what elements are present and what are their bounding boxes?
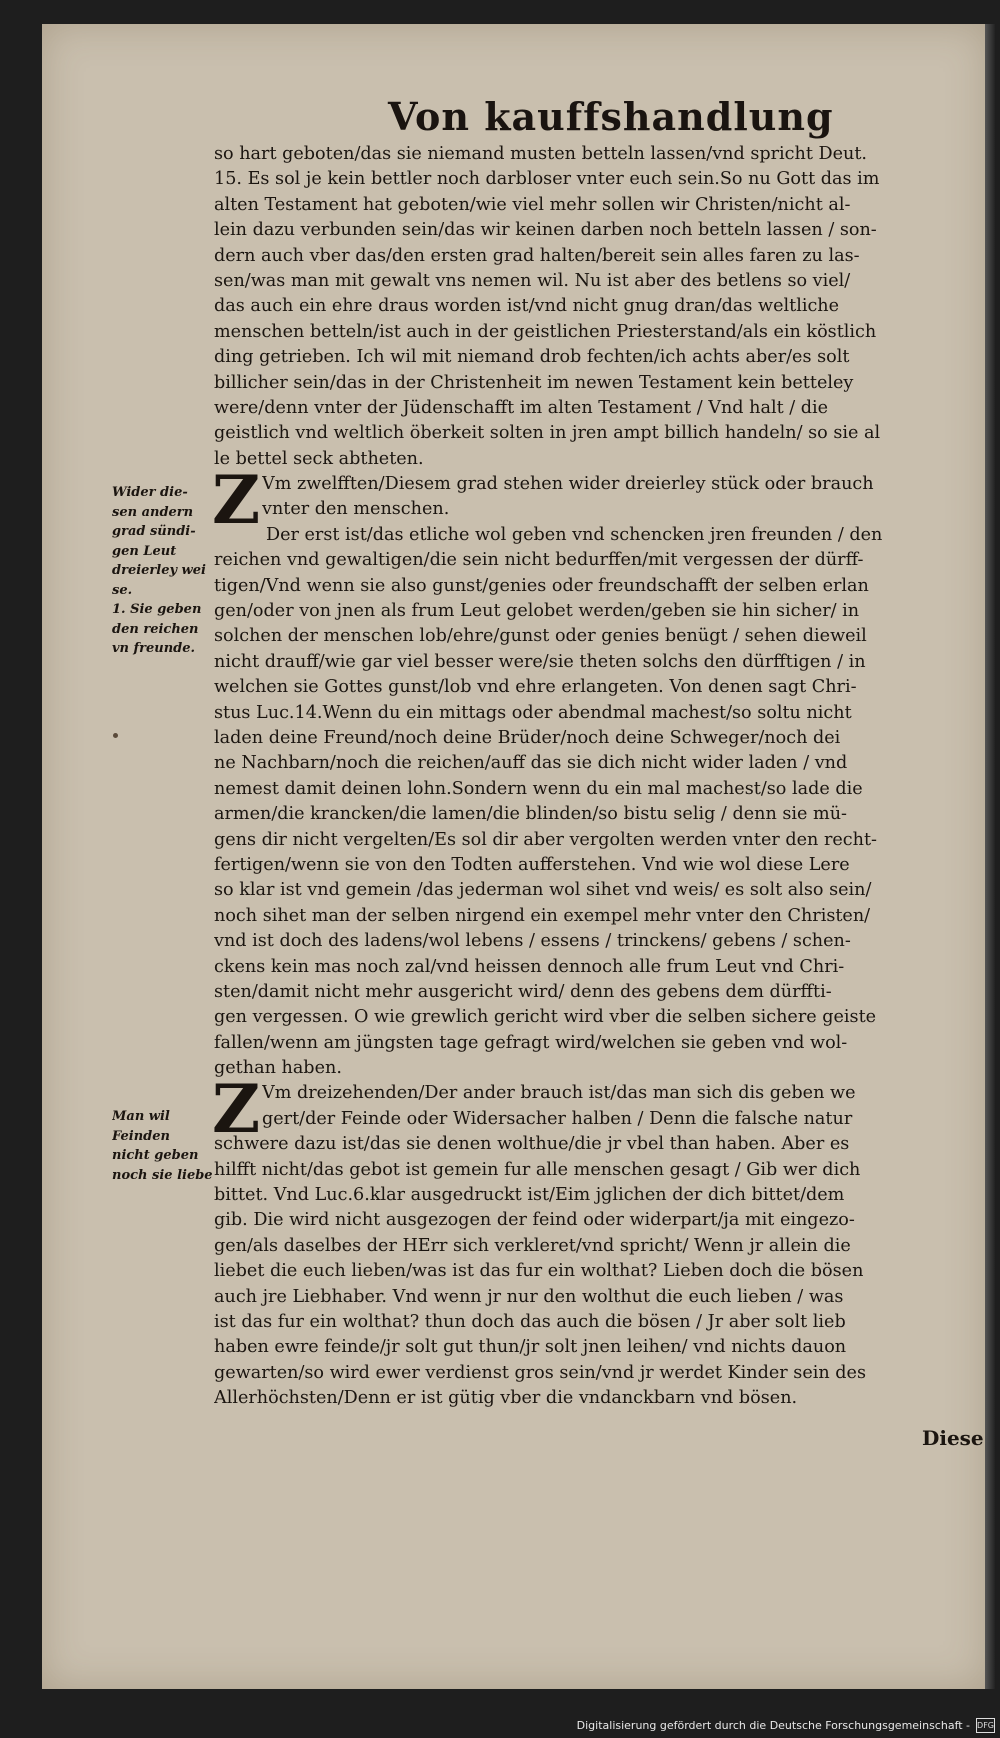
text-line: nemest damit deinen lohn.Sondern wenn du ein mal machest/so lade die [214, 778, 863, 799]
text-line: bittet. Vnd Luc.6.klar ausgedruckt ist/Eim jglichen der dich bittet/dem [214, 1185, 845, 1206]
text-line: reichen vnd gewaltigen/die sein nicht bedurffen/mit vergessen der dürff- [214, 550, 864, 571]
text-line: laden deine Freund/noch deine Brüder/noch deine Schweger/noch dei [214, 727, 841, 748]
text-line: liebet die euch lieben/was ist das fur ein wolthat? Lieben doch die bösen [214, 1261, 864, 1282]
text-line: so hart geboten/das sie niemand musten betteln lassen/vnd spricht Deut. [214, 144, 868, 164]
text-line: billicher sein/das in der Christenheit im newen Testament kein betteley [214, 372, 854, 393]
drop-cap-initial: Z [212, 461, 261, 540]
text-line: den reichen [112, 621, 199, 637]
text-line: so klar ist vnd gemein /das jederman wol sihet vnd weis/ es solt also sein/ [214, 880, 872, 901]
text-line: sen/was man mit gewalt vns nemen wil. Nu ist aber des betlens so viel/ [214, 270, 851, 291]
section-13-opening [214, 1081, 978, 1132]
text-line: solchen der menschen lob/ehre/gunst oder genies benügt / sehen dieweil [214, 626, 867, 647]
section-12 [212, 461, 978, 1081]
text-line: Vm dreizehenden/Der ander brauch ist/das man sich dis geben we [262, 1083, 856, 1104]
text-line: ist das fur ein wolthat? thun doch das auch die bösen / Jr aber solt lieb [214, 1311, 846, 1332]
ink-spot [113, 733, 118, 738]
text-line: ding getrieben. Ich wil mit niemand drob fechten/ich achts aber/es solt [214, 347, 850, 368]
text-line: 15. Es sol je kein bettler noch darbloser vnter euch sein.So nu Gott das im [214, 169, 880, 190]
margin-note-1 [112, 483, 222, 659]
text-line: haben ewre feinde/jr solt gut thun/jr solt jnen leihen/ vnd nichts dauon [214, 1337, 847, 1358]
text-line: se. [112, 582, 133, 598]
text-line: grad sündi- [112, 524, 196, 539]
page-body [214, 142, 978, 1412]
text-line: armen/die krancken/die lamen/die blinden/so bistu selig / denn sie mü- [214, 804, 848, 825]
text-line: nicht drauff/wie gar viel besser were/sie theten solchs den dürfftigen / in [214, 651, 866, 672]
digitization-footer [576, 1715, 995, 1735]
text-line: das auch ein ehre draus worden ist/vnd nicht gnug dran/das weltliche [214, 296, 840, 317]
text-line: ckens kein mas noch zal/vnd heissen dennoch alle frum Leut vnd Chri- [214, 956, 845, 977]
text-line: menschen betteln/ist auch in der geistlichen Priesterstand/als ein köstlich [214, 321, 877, 342]
text-line: Allerhöchsten/Denn er ist gütig vber die vndanckbarn vnd bösen. [214, 1388, 798, 1409]
text-line: nicht geben [112, 1148, 199, 1163]
text-line: schwere dazu ist/das sie denen wolthue/die jr vbel than haben. Aber es [214, 1134, 850, 1155]
text-line: noch sie liebe [112, 1167, 213, 1183]
section-12-opening [214, 472, 978, 523]
section-13 [212, 1070, 978, 1411]
text-line: Feinden [112, 1128, 170, 1144]
text-line: Der erst ist/das etliche wol geben vnd schencken jren freunden / den [266, 524, 883, 545]
text-line: geistlich vnd weltlich öberkeit solten in jren ampt billich handeln/ so sie al [214, 423, 881, 444]
section-12-text [214, 523, 978, 1082]
text-line: Wider die- [112, 485, 188, 500]
text-line: gert/der Feinde oder Widersacher halben / Denn die falsche natur [262, 1108, 853, 1129]
text-line: were/denn vnter der Jüdenschafft im alten Testament / Vnd halt / die [214, 397, 829, 418]
text-line: Vm zwelfften/Diesem grad stehen wider dreierley stück oder brauch [262, 474, 874, 495]
text-line: gen/als daselbes der HErr sich verkleret/vnd spricht/ Wenn jr allein die [214, 1235, 851, 1256]
text-line: gen/oder von jnen als frum Leut gelobet werden/geben sie hin sicher/ in [214, 601, 860, 622]
dfg-logo-icon: DFG [976, 1718, 995, 1733]
section-13-text [214, 1132, 978, 1411]
text-line: Man wil [112, 1109, 170, 1124]
text-line: stus Luc.14.Wenn du ein mittags oder abendmal machest/so soltu nicht [214, 702, 852, 723]
text-line: tigen/Vnd wenn sie also gunst/genies oder freundschafft der selben erlan [214, 575, 869, 596]
text-line: vnd ist doch des ladens/wol lebens / essens / trinckens/ gebens / schen- [214, 931, 851, 952]
text-line: hilfft nicht/das gebot ist gemein fur alle menschen gesagt / Gib wer dich [214, 1159, 861, 1180]
text-line: vnter den menschen. [262, 499, 450, 520]
text-line: noch sihet man der selben nirgend ein exempel mehr vnter den Christen/ [214, 905, 871, 926]
footer-credit: Digitalisierung gefördert durch die Deutsche Forschungsgemeinschaft - [576, 1718, 971, 1732]
text-line: dreierley wei [112, 563, 206, 578]
text-line: alten Testament hat geboten/wie viel mehr sollen wir Christen/nicht al- [214, 194, 851, 215]
running-title: Von kauffshandlung [388, 94, 834, 139]
text-line: vn freunde. [112, 641, 196, 656]
text-line: gethan haben. [214, 1058, 342, 1079]
text-line: lein dazu verbunden sein/das wir keinen darben noch betteln lassen / son- [214, 220, 877, 241]
catchword: Diese [922, 1426, 984, 1450]
drop-cap-initial: Z [212, 1070, 261, 1149]
text-line: le bettel seck abtheten. [214, 448, 424, 469]
text-line: fertigen/wenn sie von den Todten aufferstehen. Vnd wie wol diese Lere [214, 854, 850, 875]
text-line: gen Leut [112, 543, 177, 559]
text-line: 1. Sie geben [112, 602, 202, 617]
text-line: fallen/wenn am jüngsten tage gefragt wird/welchen sie geben vnd wol- [214, 1032, 848, 1053]
text-line: sten/damit nicht mehr ausgericht wird/ denn des gebens dem dürffti- [214, 981, 832, 1002]
text-line: sen andern [112, 504, 194, 520]
text-line: dern auch vber das/den ersten grad halten/bereit sein alles faren zu las- [214, 245, 860, 266]
text-line: gens dir nicht vergelten/Es sol dir aber vergolten werden vnter den recht- [214, 829, 877, 850]
page-edge [985, 24, 995, 1689]
paragraph-1 [214, 142, 978, 472]
text-line: ne Nachbarn/noch die reichen/auff das sie dich nicht wider laden / vnd [214, 753, 848, 774]
margin-note-2 [112, 1107, 222, 1185]
text-line: gib. Die wird nicht ausgezogen der feind oder widerpart/ja mit eingezo- [214, 1210, 855, 1231]
text-line: gen vergessen. O wie grewlich gericht wird vber die selben sichere geiste [214, 1007, 877, 1028]
text-line: auch jre Liebhaber. Vnd wenn jr nur den wolthut die euch lieben / was [214, 1286, 844, 1307]
text-line: welchen sie Gottes gunst/lob vnd ehre erlangeten. Von denen sagt Chri- [214, 677, 857, 698]
text-line: gewarten/so wird ewer verdienst gros sein/vnd jr werdet Kinder sein des [214, 1362, 866, 1383]
